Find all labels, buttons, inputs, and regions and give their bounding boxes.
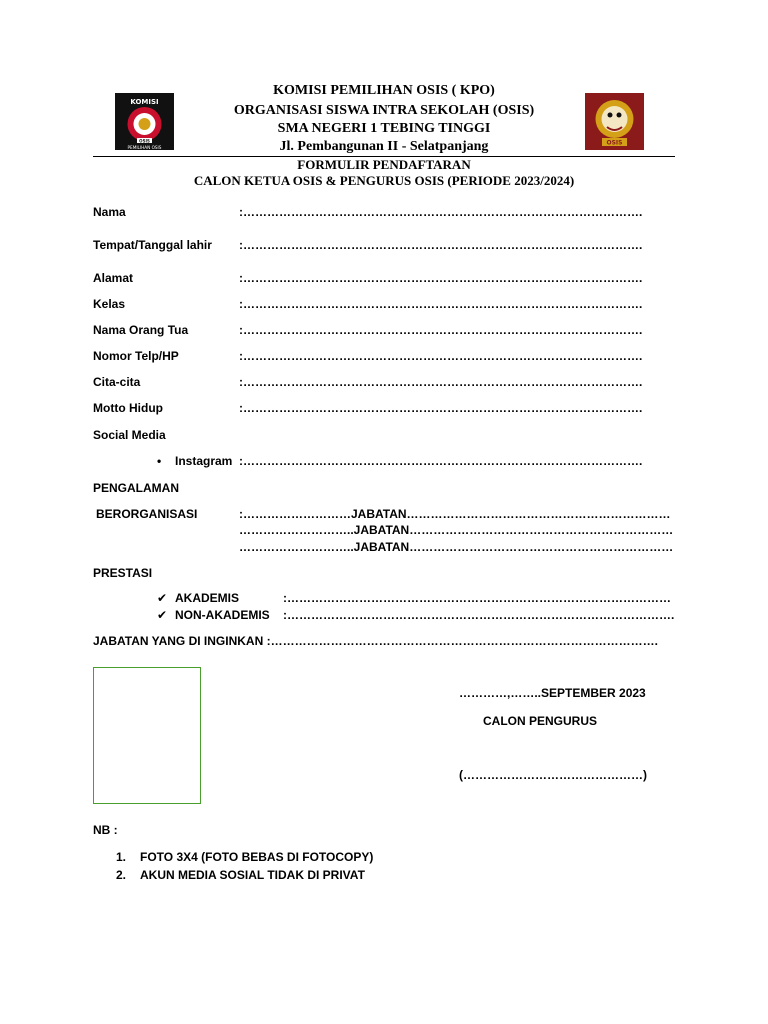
signature-role: CALON PENGURUS [483,714,598,728]
svg-text:KOMISI: KOMISI [130,98,159,106]
prestasi-nonakademis-label: NON-AKADEMIS [175,608,270,622]
field-label-orang-tua: Nama Orang Tua [93,323,189,337]
svg-text:OSIS: OSIS [606,139,623,147]
field-label-nama: Nama [93,205,126,219]
field-line-nama: :………………………………………………………………………………………. [239,205,643,219]
social-media-label: Social Media [93,428,166,442]
experience-line-1: :………………………JABATAN………………………………………………………… [239,507,671,521]
note-item: AKUN MEDIA SOSIAL TIDAK DI PRIVAT [140,868,365,882]
field-line-alamat: :………………………………………………………………………………………. [239,271,643,285]
note-item: FOTO 3X4 (FOTO BEBAS DI FOTOCOPY) [140,850,374,864]
field-label-ttl: Tempat/Tanggal lahir [93,238,212,252]
prestasi-label: PRESTASI [93,566,153,580]
svg-text:PEMILIHAN OSIS: PEMILIHAN OSIS [127,145,162,150]
field-line-cita: :………………………………………………………………………………………. [239,375,643,389]
instagram-line: :………………………………………………………………………………………. [239,454,643,468]
header-line-kpo: KOMISI PEMILIHAN OSIS ( KPO) [273,83,495,98]
signature-name-line: (………………………………………) [459,768,647,782]
experience-line-2: ………………………..JABATAN………………………………………………………… [239,523,674,537]
photo-box [93,667,201,804]
field-line-orang-tua: :………………………………………………………………………………………. [239,323,643,337]
prestasi-akademis-line: :…………………………………………………………………………………… [283,591,671,605]
form-title: FORMULIR PENDAFTARAN [297,157,471,172]
prestasi-nonakademis-line: :……………………………………………………………………………………. [283,608,675,622]
signature-date: …………,……..SEPTEMBER 2023 [459,686,646,700]
checkmark-icon: ✔ [157,591,168,605]
field-label-motto: Motto Hidup [93,401,163,415]
checkmark-icon: ✔ [157,608,168,622]
header-line-school: SMA NEGERI 1 TEBING TINGGI [277,121,491,136]
field-line-ttl: :………………………………………………………………………………………. [239,238,643,252]
field-line-motto: :………………………………………………………………………………………. [239,401,643,415]
svg-text:OSIS: OSIS [139,138,150,144]
jabatan-line: JABATAN YANG DI INGINKAN :……………………………………………………………………………………. [93,634,658,648]
bullet-icon: • [157,454,162,468]
form-subtitle: CALON KETUA OSIS & PENGURUS OSIS (PERIODE 2023/2024) [193,173,575,188]
field-label-cita: Cita-cita [93,375,141,389]
field-label-telp: Nomor Telp/HP [93,349,179,363]
notes-label: NB : [93,823,118,837]
field-label-kelas: Kelas [93,297,126,311]
experience-label: PENGALAMAN [93,481,179,495]
experience-label-2: BERORGANISASI [96,507,198,521]
field-line-telp: :………………………………………………………………………………………. [239,349,643,363]
note-number: 1. [116,850,127,864]
experience-line-3: ………………………..JABATAN………………………………………………………… [239,540,674,554]
header-address: Jl. Pembangunan II - Selatpanjang [279,139,489,154]
prestasi-akademis-label: AKADEMIS [175,591,240,605]
note-number: 2. [116,868,127,882]
instagram-label: Instagram [175,454,233,468]
header-line-osis: ORGANISASI SISWA INTRA SEKOLAH (OSIS) [233,103,535,118]
field-line-kelas: :………………………………………………………………………………………. [239,297,643,311]
field-label-alamat: Alamat [93,271,134,285]
